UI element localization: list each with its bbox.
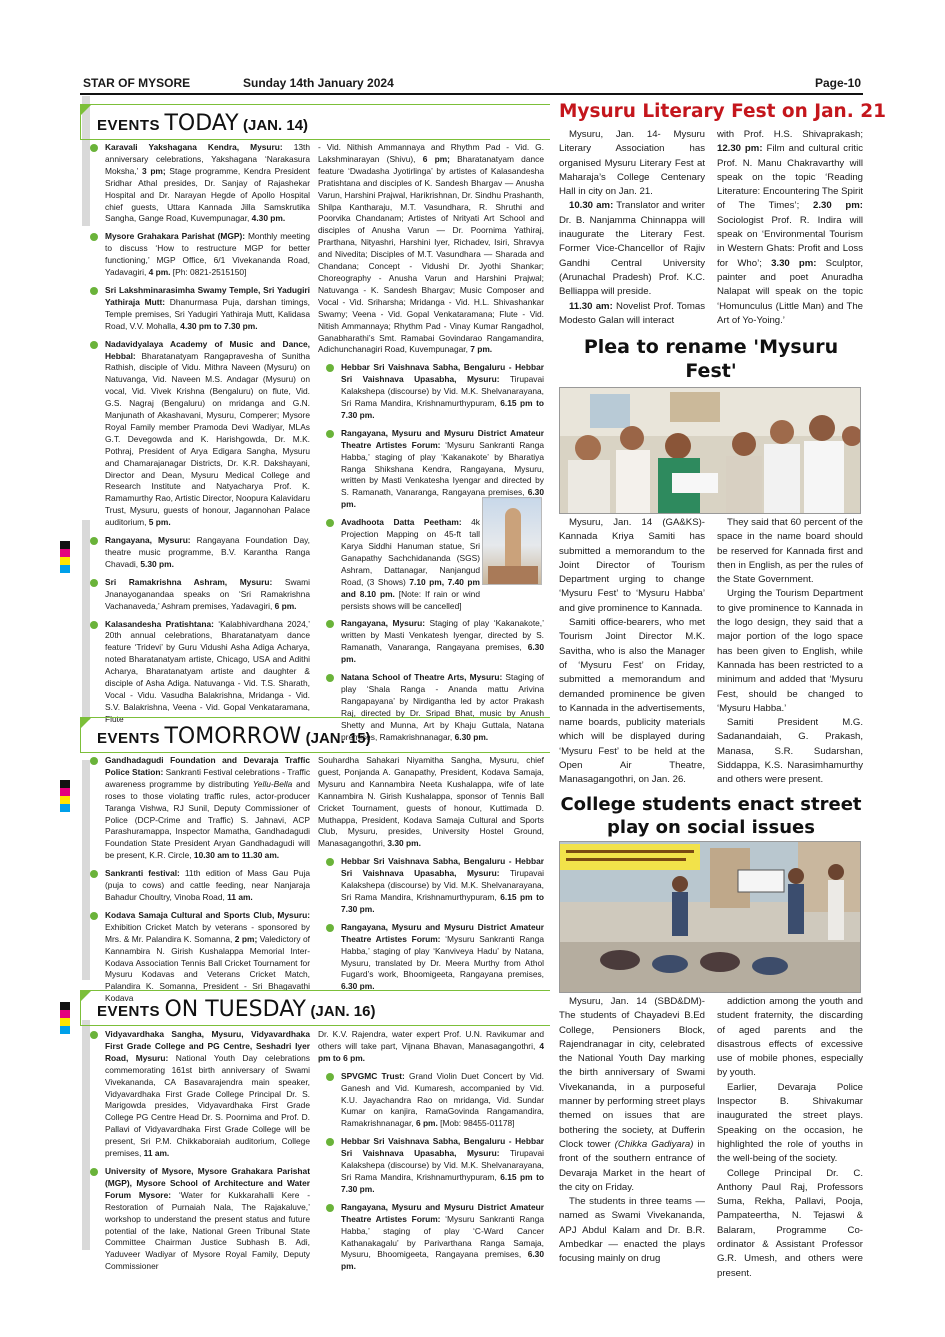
college-paragraph: Earlier, Devaraja Police Inspector B. Shivakumar inaugurated the street plays. Speaking on the occasion, he highlighted the role of youths in the well-being of the society. — [717, 1081, 863, 1165]
event-time: 5.30 pm. — [140, 558, 174, 569]
bullet-dot-icon — [326, 858, 334, 866]
event-details: 13th anniversary celebrations, Yakshagana ‘Narakasura Moksha,’ — [105, 142, 310, 176]
event-organizer: SPVGMC Trust: — [341, 1070, 405, 1081]
event-time: 4.30 pm to 7.30 pm. — [180, 320, 258, 331]
event-time: 6 pm. — [415, 1118, 438, 1129]
event-item — [318, 618, 544, 666]
event-item — [82, 868, 310, 904]
bullet-dot-icon — [90, 870, 98, 878]
event-time: 6.15 pm to 7.30 pm. — [341, 398, 545, 420]
memorandum-photo — [559, 387, 861, 514]
bullet-dot-icon — [90, 621, 98, 629]
plea-paragraph: Urging the Tourism Department to give prominence to Kannada in the logo design, they said that a major portion of the logo space has been given to English, while Kannada has been restricted to a minimum and added that ‘Mysuru Fest, should be changed to ‘Mysuru Habba.’ — [717, 588, 863, 714]
event-details: National Youth Day celebrations commemorating 161st birth anniversary of Swami Vivekananda, CA Basavarajendra main speaker, Vidyavardhaka First Grade College Principal Dr. S. Marigowda presides, Vidyavardhaka First Grade College PG Centre Head Dr. S. Poornima and Prof. D. Pallavi of Vidyavardhaka First Grade College will be present, Sri P.M. Chikkaboraiah auditorium, College premises, — [105, 1052, 310, 1159]
event-details: Grand Violin Duet Concert by Vid. Ganesh and Vid. Kumaresh, accompanied by Vid. K.U. Jayachandra Rao on mridanga, Vid. Sundar Kumar on kanjira, RamaGovinda Rangamandira, Ramakrishnanagar, — [341, 1070, 545, 1129]
lit-fest-text: with Prof. H.S. Shivaprakash; — [717, 129, 863, 140]
event-details: Staging of play ‘Shala Ranga - Ananda mattu Arivina Rangapayana’ by Nirdigantha led by actor Prakash Raj, directed by Dr. Sripad Bhat, music by Anush Shetty and Munna, Art by Khaju Guttala, Natana premises, Ramakrishnanagar, — [341, 672, 544, 742]
event-organizer: Nadavidyalaya Academy of Music and Dance, Hebbal: — [105, 338, 310, 361]
bullet-dot-icon — [90, 341, 98, 349]
lit-fest-text: Novelist Prof. Tomas Modesto Galan will interact — [559, 300, 705, 326]
event-organizer: Rangayana, Mysuru and Mysuru District Amateur Theatre Artistes Forum: — [341, 921, 544, 944]
event-details: [Mob: 98455-01178] — [437, 1118, 515, 1129]
event-details: Stage programme, Kendra President Sridhar Athal presides, Dr. Sanjay of Rajashekar Hospital and Dr. Narayan Hegde of Apollo Hospital chief guests, Uttara Kannada Jilla Samskrutika Sangha, Gange Road, Kuvempunagar, — [105, 165, 311, 224]
events-tuesday-title: ON TUESDAY — [164, 997, 306, 1022]
event-organizer: Hebbar Sri Vaishnava Sabha, Bengaluru - Hebbar Sri Vaishnava Upasabha, Mysuru: — [341, 362, 544, 385]
event-continuation — [318, 755, 544, 850]
event-details: [Note: If rain or wind persists shows will be cancelled] — [341, 588, 480, 611]
masthead-date: Sunday 14th January 2024 — [243, 76, 394, 90]
events-today-column-2 — [318, 142, 544, 750]
event-details: Dr. K.V. Rajendra, water expert Prof. U.N. Ravikumar and others will take part, Vijnana Bhavan, Manasagangothri, — [318, 1029, 544, 1051]
street-play-photo — [559, 841, 861, 993]
bullet-dot-icon — [90, 144, 98, 152]
event-details: Rangayana Foundation Day, theatre music programme, B.V. Karantha Ranga Chavadi, — [105, 535, 310, 569]
events-tuesday-header — [80, 990, 550, 1026]
street-play-photo-illustration — [560, 842, 861, 993]
event-details: 11th edition of Mass Gau Puja (puja to cows) and cattle feeding, near Nanjaraja Bahadur Choultry, Vinoba Road, — [105, 868, 310, 902]
event-item — [82, 285, 310, 333]
event-continuation — [318, 142, 544, 356]
event-details: ‘Mysuru Sankranti Ranga Habba,’ staging of play ‘C-Ward Cancer Kathanakagalu’ by Parivarthana Ranga Samaja, Mysuru, Bhoomigeeta, Rangayana premises, — [341, 1213, 545, 1260]
bullet-dot-icon — [326, 1204, 334, 1212]
bullet-dot-icon — [326, 519, 334, 527]
event-organizer: Sri Ramakrishna Ashram, Mysuru: — [105, 576, 273, 587]
event-details: 4k Projection Mapping on 45-ft tall Karya Siddhi Hanuman statue, Sri Ganapathy Sachchidananda (SGS) Ashram, Dattanagar, Nanjangud Road, (3 Shows) — [341, 517, 480, 587]
bullet-dot-icon — [326, 674, 334, 682]
event-organizer: Kalasandesha Pratishtana: — [105, 618, 214, 629]
event-item — [82, 231, 310, 279]
plea-paragraph: Mysuru, Jan. 14 (GA&KS)- Kannada Kriya Samiti has submitted a memorandum to the Joint Director of Tourism Department urging to change ‘Mysuru Fest’ to ‘Mysuru Habba’ and give prominence to Kannada. — [559, 517, 705, 614]
event-organizer: Hebbar Sri Vaishnava Sabha, Bengaluru - Hebbar Sri Vaishnava Upasabha, Mysuru: — [341, 856, 544, 879]
event-time: 6 pm; — [422, 153, 450, 164]
bullet-dot-icon — [326, 620, 334, 628]
header-rule — [80, 93, 863, 95]
event-item — [318, 1202, 544, 1273]
lit-fest-column-2 — [717, 128, 863, 328]
event-details: Monthly meeting to discuss ‘How to restructure MGP for better functioning,’ MGP Office, 6/1 Vivekananda Road, Yadavagiri, — [105, 231, 310, 278]
events-tuesday-column-1 — [82, 1029, 310, 1279]
event-details: Bharatanatyam Rangapravesha of Sunitha Rathish, disciple of Vidu. Mithra Naveen (Mysuru) on Natuvanga, Vid. Naveen M.S. Andagar (Mysuru) on vocal, Vid. Vivek Krishna (Bengaluru) on flute, Vid. G.S. Nagraj (Bengaluru) on mridanga and G.N. Manjunath of Akashavani, Mysuru, Comperer; Mysore Royal Family member Pramoda Devi Wadiyar, MLAs G.T. Devegowda and K. Harishgowda, Dr. M.K. Pothraj, President of Arya Edigara Sangha, Mysuru and Chamarajanagar Districts, Dr. K.R. Dakshayani, Director and Dean, Mysuru Medical College and Research Institute and Natyacharya Prof. K. Ramamurthy Rao, Artistic Director, Noopura Kalavidaru Trust, Mysuru, guests of honour, Jagannohan Palace auditorium, — [105, 350, 310, 528]
plea-paragraph: Samiti President M.G. Sadanandaiah, G. Prakash, Manasa, S.R. Sudarshan, Siddappa, K.S. Narasimhamurthy and others were present. — [717, 717, 863, 786]
plea-paragraph: They said that 60 percent of the space in the name board should be reserved for Kannada first and then in English, as per the rules of the State Government. — [717, 517, 863, 586]
events-label: EVENTS — [97, 1003, 161, 1020]
college-column-2 — [717, 995, 863, 1281]
event-organizer: Sankranti festival: — [105, 868, 180, 879]
bullet-dot-icon — [326, 924, 334, 932]
college-paragraph: College Principal Dr. C. Anthony Paul Raj, Professors Suma, Rekha, Pallavi, Pooja, Pampateertha, N. Tejaswi & Balaram, Programme Co-ordinator & Assistant Professor G.R. Umesh, and others were present. — [717, 1167, 863, 1279]
lit-fest-time: 10.30 am: — [569, 200, 614, 212]
events-label: EVENTS — [97, 117, 161, 134]
event-item — [318, 856, 544, 916]
event-organizer: Hebbar Sri Vaishnava Sabha, Bengaluru - Hebbar Sri Vaishnava Upasabha, Mysuru: — [341, 1136, 544, 1159]
bullet-dot-icon — [90, 287, 98, 295]
lit-fest-time: 11.30 am: — [569, 300, 613, 312]
bullet-dot-icon — [90, 912, 98, 920]
bullet-dot-icon — [90, 537, 98, 545]
masthead-paper-name: STAR OF MYSORE — [83, 76, 191, 90]
event-time: 11 am. — [227, 891, 253, 902]
event-organizer: Kodava Samaja Cultural and Sports Club, Mysuru: — [105, 909, 310, 920]
event-time: 6.15 pm to 7.30 pm. — [341, 891, 545, 914]
events-tomorrow-column-1 — [82, 755, 310, 1011]
event-time: 6.15 pm to 7.30 pm. — [341, 1171, 545, 1194]
event-time: 6 pm. — [274, 600, 297, 611]
college-headline — [559, 793, 863, 839]
college-paragraph-1 — [559, 995, 705, 1195]
lit-fest-paragraph — [559, 128, 705, 199]
event-details: ‘Mysuru Sankranti Ranga Habba,’ staging of play ‘Kanviveya Hadu’ by Natana, Mysuru, translated by Dr. Meera Murthy from Athol Fugard’s work, Bhoomigeeta, Rangayana premises, — [341, 933, 545, 980]
event-item — [82, 1166, 310, 1273]
bullet-dot-icon — [326, 1138, 334, 1146]
event-time: 6.30 pm. — [341, 487, 544, 510]
event-details: ‘Mysuru Sankranti Ranga Habba,’ staging of play ‘Kakanakote’ by Bharatiya Ranga Shikshana Kendra, Rangayana, Mysuru, written by Masti Venkatesha Iyengar and directed by S. Ramanath, Vanaranga, Rangayana premises, — [341, 439, 545, 498]
event-continuation — [318, 1029, 544, 1065]
event-details: - Vid. Nithish Ammannaya and Rhythm Pad - Vid. G. Lakshminarayan (Shivu), — [318, 142, 544, 164]
bullet-dot-icon — [326, 430, 334, 438]
event-time: 7 pm. — [470, 344, 493, 355]
bullet-dot-icon — [326, 364, 334, 372]
bullet-dot-icon — [90, 233, 98, 241]
college-headline-line-2: play on social issues — [607, 817, 815, 838]
lit-fest-time: 12.30 pm: — [717, 143, 763, 155]
event-time: 4.30 pm. — [251, 213, 286, 224]
event-time: 3 pm; — [141, 165, 166, 176]
event-time: 3.30 pm. — [387, 838, 421, 849]
event-organizer: Rangayana, Mysuru and Mysuru District Amateur Theatre Artistes Forum: — [341, 427, 544, 450]
event-organizer: Natana School of Theatre Arts, Mysuru: — [341, 672, 503, 683]
event-details: Sankranti Festival celebrations - Traffic awareness programme by distributing — [105, 766, 311, 789]
events-today-header — [80, 104, 550, 140]
page-number: Page-10 — [814, 76, 861, 90]
events-label: EVENTS — [97, 730, 161, 747]
event-details: Swami Jnanayoganandaa speaks on ‘Sri Ramakrishna Vachanaveda,’ Ashram premises, Yadavagiri, — [105, 576, 310, 611]
college-p1-text-end: in front of the southern entrance of Devaraja Market in the heart of the city on Friday. — [559, 1138, 705, 1193]
lit-fest-text: Sculptor, painter and poet Anuradha Nalapat will speak on the topic ‘Homunculus (Little Man) and The Art of Yo-Yoing.’ — [717, 257, 863, 326]
plea-paragraph: Samiti office-bearers, who met Tourism Joint Director M.K. Savitha, who is also the Manager of ‘Mysuru Fest’ on Friday, submitted a memorandum and demanded prominence be given to Kannada in the advertisements, name boards, publicity materials which will be displayed during ‘Mysuru Fest’ to be held at the Open Air Theatre, Manasagangothri, on Jan. 26. — [559, 617, 705, 786]
plea-headline-line-1: Plea to rename 'Mysuru Fest' — [583, 336, 839, 382]
event-details: [Ph: 0821-2515150] — [170, 267, 247, 278]
bullet-dot-icon — [326, 1073, 334, 1081]
event-details: ‘Kalabhivardhana 2024,’ 20th annual celebrations, Bharatanatyam dance feature ‘Tridevi’ by Guru Vidushi Asha Adiga Acharya, noted Bharatanatyam artiste, Chicago, USA and Adithi Acharya, Bharatanatyam artiste and daughter & disciple of Asha Adiga. Natuvanga - Vid. T.S. Sharath, Vocal - Vidu. Vasudha Balakrishna, Mridanga - Vid. S.V. Balakrishna, Veena - Vid. Gopal Venkataramana, Flute — [105, 618, 310, 724]
event-item — [82, 577, 310, 613]
bullet-dot-icon — [90, 579, 98, 587]
events-today-title: TODAY — [164, 111, 239, 136]
event-details: Staging of play ‘Kakanakote,’ written by Masti Venkatesh Iyengar, directed by S. Ramanath, Vanaranga, Rangayana premises, — [341, 618, 544, 653]
registration-marks — [60, 541, 70, 573]
events-today-date: (JAN. 14) — [243, 117, 309, 134]
event-item — [82, 535, 310, 571]
events-tomorrow-header — [80, 717, 550, 753]
lit-fest-headline: Mysuru Literary Fest on Jan. 21 — [559, 101, 886, 122]
lit-fest-paragraph — [717, 128, 863, 328]
event-time: 6.30 pm. — [341, 1249, 544, 1272]
event-organizer: Rangayana, Mysuru: — [105, 535, 191, 546]
event-details: Bharatanatyam dance feature ‘Dwadasha Jyotirlinga’ by artistes of Kalasandesha Pratishtana and disciples of K. Sandesh Bhargav — Anusha Varun, Harshini Prajwal, Harikrishnan, Dr. Sindhu Prashanth, Shilpa Kantharaju, M.T. Vasundhara, R. Shruthi and Poorvika Chandanam; Artistes of Nrityati Art School and disciples of Anusha Varun — Dr. Poornima Yathiraj, Prarthana, Nityashri, Harshini Iyer, Richadev, Isiri, Shravya and Nivedita; Disciples of M.T. Vasundhara — Sharada and Chandana; Concept - Vidushi Dr. Jyothi Shankar; Choreography - Anusha Varun and Harshini Prajwal; Natuvanga - K. Sandesh Bhargav; Music Composer and Vocal - Vid. Sriharsha; Mridanga - Vid. H.L. Shivashankar Swamy; Veena - Vid. Gopal Venkataramana; Flute - Vid. Nitish Ammannaya; Rhythm Pad - Vinay Kumar Rangadhol, Ganabharathi’s Smt. Ramabai Govindarao Rangamandira, Adichunchanagiri Road, Kuvempunagar, — [318, 153, 544, 355]
event-details: Exhibition Cricket Match by veterans - sponsored by Mrs. & Mr. Palandira K. Somanna, — [105, 921, 310, 944]
lit-fest-column-1 — [559, 128, 705, 328]
page-header — [80, 76, 863, 92]
lit-fest-text: Mysuru, Jan. 14- Mysuru Literary Association has organised Mysuru Literary Fest at Maharaja’s College Centenary Hall in city on Jan. 21. — [559, 129, 705, 198]
event-item — [318, 362, 544, 422]
event-time: 7.10 pm, 7.40 pm and 8.10 pm. — [341, 576, 480, 599]
event-details: Tirupavai Kalakshepa (discourse) by Vid. M.K. Shelvanarayana, Sri Rama Mandira, Krishnamurthypuram, — [341, 868, 544, 902]
event-organizer: Mysore Grahakara Parishat (MGP): — [105, 231, 246, 242]
event-details: Valedictory of Kannambira N. Girish Kushalappa Memorial Inter-Kodava Association Tennis Ball Cricket Tournament for Mysuru Kodavas and Veterans Cricket Match, Palandira K. Somanna, President - Sri Bhagavathi Kodava — [105, 933, 310, 1004]
college-column-1 — [559, 995, 705, 1267]
event-time: 6.30 pm. — [341, 642, 544, 665]
lit-fest-text: Translator and writer Dr. B. Nanjamma Chinnappa will inaugurate the Literary Fest. Former Vice-Chancellor of Rajiv Gandhi Central University (Arunachal Pradesh) Prof. K.C. Belliappa will preside. — [559, 200, 705, 298]
event-time: 5 pm. — [148, 517, 171, 528]
event-time: 11 am. — [143, 1148, 170, 1159]
events-tomorrow-title: TOMORROW — [164, 724, 302, 749]
event-time: 6.30 pm. — [454, 731, 489, 742]
hanuman-statue-photo — [482, 497, 542, 585]
event-organizer: Vidyavardhaka Sangha, Mysuru, Vidyavardhaka First Grade College and PG Centre, Seshadri Iyer Road, Mysuru: — [105, 1029, 310, 1063]
event-details: and roses to those violating traffic rules, actor-producer Taranga Vishwa, RJ Sunil, Deputy Commissioner of Police (DCP-Crime and Traffic) S. Jahnavi, ACP Parashuramappa, Inspector Mamatha, Gandhadagudi Foundation State President Aryan Gandhadagudi will be present, K.R. Circle, — [105, 778, 310, 861]
event-time: 6.30 pm. — [341, 981, 375, 992]
event-item — [318, 922, 544, 993]
event-item — [82, 1029, 310, 1160]
event-time: 10.30 am to 11.30 am. — [193, 850, 280, 861]
event-details: Dhanurmasa Puja, darshan timings, Temple premises, Sri Yadugiri Yathiraja Mutt, Kalidasa Road, V.V. Mohalla, — [105, 296, 311, 331]
event-italic-text: Yellu-Bella — [252, 778, 293, 789]
event-item — [82, 339, 310, 530]
lit-fest-text: Sociologist Prof. R. Indira will speak on ‘Environmental Tourism in Western Ghats: Profit and Loss for Who’; — [717, 214, 863, 269]
event-item — [318, 1136, 544, 1196]
college-paragraph-2: The students in three teams — named as Swami Vivekananda, APJ Abdul Kalam and Dr. B.R. Ambedkar — enacted the plays focusing mainly on drug — [559, 1196, 705, 1265]
event-organizer: Gandhadagudi Foundation and Devaraja Traffic Police Station: — [105, 755, 310, 777]
bullet-dot-icon — [90, 1031, 98, 1039]
lit-fest-time: 2.30 pm: — [812, 200, 863, 212]
memorandum-photo-illustration — [560, 388, 861, 514]
event-organizer: Sri Lakshminarasimha Swamy Temple, Sri Yadugiri Yathiraja Mutt: — [105, 284, 310, 307]
lit-fest-paragraph — [559, 199, 705, 299]
event-organizer: Avadhoota Datta Peetham: — [341, 517, 462, 528]
event-item — [82, 619, 310, 726]
events-tuesday-date: (JAN. 16) — [310, 1003, 376, 1020]
event-organizer: Rangayana, Mysuru: — [341, 618, 426, 629]
bullet-dot-icon — [90, 757, 98, 765]
plea-column-1 — [559, 516, 705, 788]
event-details: Souhardha Sahakari Niyamitha Sangha, Mysuru, chief guest, Ponjanda A. Ganapathy, President, Kodava Samaja, Mysuru and Kannambira Neeta Kushalappa, wife of late Kannambira N. Girish Kushalappa, sponsor of Tennis Ball Cricket Tournament, guests of honour, Kuttimada D. Muthappa, President, Kodava Samaja Cultural and Sports Club, Mysuru, presides, University Hostel Ground, Manasagangothri, — [318, 755, 544, 849]
bullet-dot-icon — [90, 1168, 98, 1176]
college-p1-text: Mysuru, Jan. 14 (SBD&DM)- The students of Chayadevi B.Ed College, Pensioners Block, Rajendranagar in city, celebrated the National Youth Day marking the birth anniversary of Swami Vivekananda, in a purposeful manner by performing street plays themed on issues that are bothering the society, at Dufferin Clock tower — [559, 996, 705, 1150]
college-p1-italic: (Chikka Gadiyara) — [614, 1138, 694, 1150]
event-item — [82, 142, 310, 225]
events-tomorrow-date: (JAN. 15) — [305, 730, 371, 747]
events-today-column-1 — [82, 142, 310, 732]
lit-fest-time: 3.30 pm: — [771, 257, 817, 269]
event-details: Tirupavai Kalakshepa (discourse) by Vid. M.K. Shelvanarayana, Sri Rama Mandira, Krishnamurthypuram, — [341, 1148, 544, 1182]
event-item — [318, 1071, 544, 1131]
event-details: Tirupavai Kalakshepa (discourse) by Vid. M.K. Shelvanarayana, Sri Rama Mandira, Krishnamurthypuram, — [341, 374, 544, 409]
lit-fest-text: Film and cultural critic Prof. N. Manu Chakravarthy will speak on the topic ‘Reading Literature: Encountering The Spirit of The Times’; — [717, 143, 863, 212]
plea-column-2 — [717, 516, 863, 788]
events-tuesday-column-2 — [318, 1029, 544, 1279]
events-tomorrow-column-2 — [318, 755, 544, 999]
event-time: 4 pm to 6 pm. — [318, 1040, 544, 1063]
event-organizer: Rangayana, Mysuru and Mysuru District Amateur Theatre Artistes Forum: — [341, 1201, 544, 1224]
lit-fest-paragraph — [559, 300, 705, 329]
event-details: ‘Water for Kukkarahalli Kere - Restoration of Purnaiah Nala, The Rajakaluve,’ workshop to understand the present status and future potential of the lake, National Green Tribunal State Committee Chairman Justice Subhash B. Adi, Yaduveer Wadiyar of Mysore Royal Family, Deputy Commissioner — [105, 1189, 310, 1272]
event-time: 2 pm; — [234, 933, 258, 944]
college-headline-line-1: College students enact street — [560, 794, 862, 815]
registration-marks — [60, 780, 70, 812]
college-paragraph: addiction among the youth and student fraternity, the discarding of aged parents and the disastrous effects of excessive use of mobile phones, especially by youth. — [717, 996, 863, 1079]
event-item — [82, 755, 310, 862]
event-organizer: Karavali Yakshagana Kendra, Mysuru: — [105, 142, 283, 152]
event-time: 4 pm. — [148, 267, 171, 278]
event-organizer: University of Mysore, Mysore Grahakara Parishat (MGP), Mysore School of Architecture and Water Forum Mysore: — [105, 1165, 310, 1200]
registration-marks — [60, 1002, 70, 1034]
